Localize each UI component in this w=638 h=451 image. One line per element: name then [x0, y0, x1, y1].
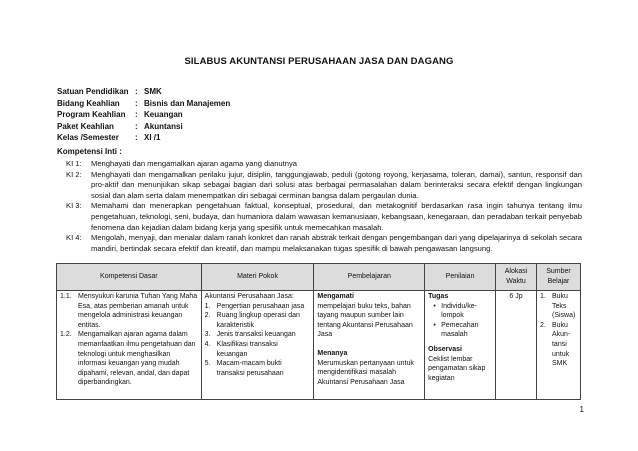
penilaian-heading-observasi: Observasi — [428, 345, 462, 353]
kd-number: 1.1. — [60, 293, 72, 300]
header-sumber-belajar: Sumber Belajar — [536, 264, 580, 291]
sumber-text: Buku Akun-tansi untuk SMK — [551, 321, 571, 368]
materi-text: Ruang lingkup operasi dan karakteristik — [216, 312, 300, 329]
identity-separator: : — [135, 87, 138, 96]
list-item — [205, 340, 311, 359]
identity-value: Bisnis dan Manajemen — [144, 98, 231, 108]
ki-heading: Kompetensi Inti : — [57, 147, 122, 156]
pembelajaran-text-menanya: Merumuskan pertanyaan untuk mengidentifikasi masalah Akuntansi Perusahaan Jasa — [317, 359, 414, 386]
list-item — [60, 330, 198, 388]
ki-list — [57, 159, 582, 254]
list-item — [205, 302, 311, 312]
penilaian-text: Individu/ke-lompok — [441, 302, 477, 320]
identity-separator: : — [135, 98, 138, 108]
ki-text: Mengolah, menyaji, dan menalar dalam ranah konkret dan ranah abstrak terkait dengan pengembangan dari yang dipelajarinya di sekolah secara mandiri, bertindak secara efektif dan kreatif, dan mampu melaksanakan tugas spesifik di bawah pengawasan langsung. — [91, 233, 582, 253]
pembelajaran-heading-mengamati: Mengamati — [317, 293, 354, 300]
penilaian-heading-tugas: Tugas — [428, 293, 449, 300]
list-item — [428, 302, 492, 321]
list-item — [205, 330, 311, 340]
alokasi-value: 6 Jp — [509, 293, 523, 300]
materi-number: 1. — [204, 302, 211, 310]
list-item — [205, 359, 311, 378]
bullet-icon: • — [433, 321, 436, 329]
syllabus-table — [56, 263, 581, 400]
identity-row — [57, 132, 230, 144]
penilaian-text-observasi: Ceklist lembar pengamatan sikap kegiatan — [428, 355, 486, 382]
header-kompetensi-dasar: Kompetensi Dasar — [57, 264, 202, 291]
identity-value: Akuntansi — [144, 121, 183, 131]
table-header-row — [57, 264, 581, 291]
table-row — [57, 291, 581, 400]
identity-separator: : — [135, 121, 138, 131]
identity-separator: : — [135, 133, 138, 142]
cell-pembelajaran — [314, 291, 425, 400]
identity-separator: : — [135, 110, 138, 119]
identity-value: SMK — [144, 87, 162, 96]
page-number: 1 — [579, 405, 584, 414]
list-item — [428, 321, 492, 340]
penilaian-text: Pemecahan masalah — [441, 321, 479, 339]
identity-row — [57, 109, 230, 121]
list-item — [60, 292, 198, 330]
list-item — [540, 292, 577, 321]
ki-text: Menghayati dan mengamalkan perilaku jujur, disiplin, tanggungjawab, peduli (gotong royong, kerjasama, toleran, damai), santun, responsif dan pro-aktif dan menunjukan sikap sebagai bagian dari solusi atas berbagai permasalahan dalam berinteraksi secara efektif dengan lingkungan sosial dan alam serta dalam menempatkan diri sebagai cerminan bangsa dalam pergaulan dunia. — [91, 169, 582, 200]
materi-text: Pengertian perusahaan jasa — [216, 302, 305, 310]
identity-block — [57, 86, 230, 144]
identity-label: Bidang Keahlian — [57, 98, 120, 108]
ki-code: KI 2: — [66, 169, 82, 179]
bullet-icon: • — [433, 302, 436, 310]
kd-number: 1.2. — [60, 331, 72, 339]
sumber-number: 1. — [539, 293, 546, 300]
kd-text: Mengamalkan ajaran agama dalam memanfaatkan ilmu pengetahuan dan teknologi untuk menghasilkan informasi keuangan yang mudah dipahami, relevan, andal, dan dapat diperbandingkan. — [78, 331, 196, 387]
header-pembelajaran: Pembelajaran — [314, 264, 425, 291]
header-materi-pokok: Materi Pokok — [201, 264, 314, 291]
ki-item — [57, 170, 582, 202]
header-alokasi-waktu: Alokasi Waktu — [496, 264, 537, 291]
ki-item — [57, 159, 582, 170]
cell-alokasi-waktu — [496, 291, 537, 400]
identity-label: Satuan Pendidikan — [57, 87, 129, 96]
identity-value: Keuangan — [144, 110, 183, 119]
cell-sumber-belajar — [536, 291, 580, 400]
materi-list — [205, 302, 311, 379]
materi-heading: Akuntansi Perusahaan Jasa: — [204, 293, 294, 300]
ki-text: Menghayati dan mengamalkan ajaran agama yang dianutnya — [91, 159, 298, 168]
identity-row — [57, 121, 230, 133]
kd-list — [60, 292, 198, 388]
sumber-text: Buku Teks (Siswa) — [551, 293, 576, 320]
materi-text: Macam-macam bukti transaksi perusahaan — [216, 360, 284, 377]
materi-number: 5. — [204, 360, 211, 368]
identity-label: Paket Keahlian — [57, 121, 114, 131]
kd-text: Mensyukuri karunia Tuhan Yang Maha Esa, atas pemberian amanah untuk mengelola administrasi keuangan entitas. — [78, 293, 198, 329]
materi-number: 3. — [204, 331, 211, 339]
list-item — [205, 311, 311, 330]
header-penilaian: Penilaian — [425, 264, 496, 291]
identity-label: Kelas /Semester — [57, 133, 119, 142]
ki-code: KI 1: — [66, 159, 82, 168]
materi-number: 2. — [204, 312, 211, 320]
identity-row — [57, 98, 230, 110]
list-item — [540, 321, 577, 369]
pembelajaran-text-mengamati: mempelajari buku teks, bahan tayang maupun sumber lain tentang Akuntansi Perusahaan Jasa — [317, 302, 413, 339]
cell-materi-pokok — [201, 291, 314, 400]
pembelajaran-heading-menanya: Menanya — [317, 349, 348, 357]
materi-text: Klasifikasi transaksi keuangan — [216, 340, 278, 358]
cell-penilaian — [425, 291, 496, 400]
ki-item — [57, 233, 582, 254]
penilaian-list — [428, 302, 492, 340]
identity-value: XI /1 — [144, 133, 161, 142]
materi-number: 4. — [204, 340, 211, 348]
document-title: SILABUS AKUNTANSI PERUSAHAAN JASA DAN DAGANG — [184, 56, 454, 67]
sumber-list — [540, 292, 577, 369]
ki-code: KI 4: — [66, 233, 82, 243]
sumber-number: 2. — [539, 321, 546, 329]
identity-row — [57, 86, 230, 98]
ki-text: Memahami dan menerapkan pengetahuan faktual, konseptual, prosedural, dan metakognitif berdasarkan rasa ingin tahunya tentang ilmu pengetahuan, teknologi, seni, budaya, dan humaniora dalam wawasan kemanusiaan, kebangsaan, kenegaraan, dan peradaban terkait penyebab fenomena dan kejadian dalam bidang kerja yang spesifik untuk memecahkan masalah. — [91, 201, 582, 232]
cell-kompetensi-dasar — [57, 291, 202, 400]
materi-text: Jenis transaksi keuangan — [216, 331, 296, 339]
spacer — [317, 340, 421, 349]
ki-item — [57, 201, 582, 233]
identity-label: Program Keahlian — [57, 110, 126, 119]
ki-code: KI 3: — [66, 201, 82, 211]
